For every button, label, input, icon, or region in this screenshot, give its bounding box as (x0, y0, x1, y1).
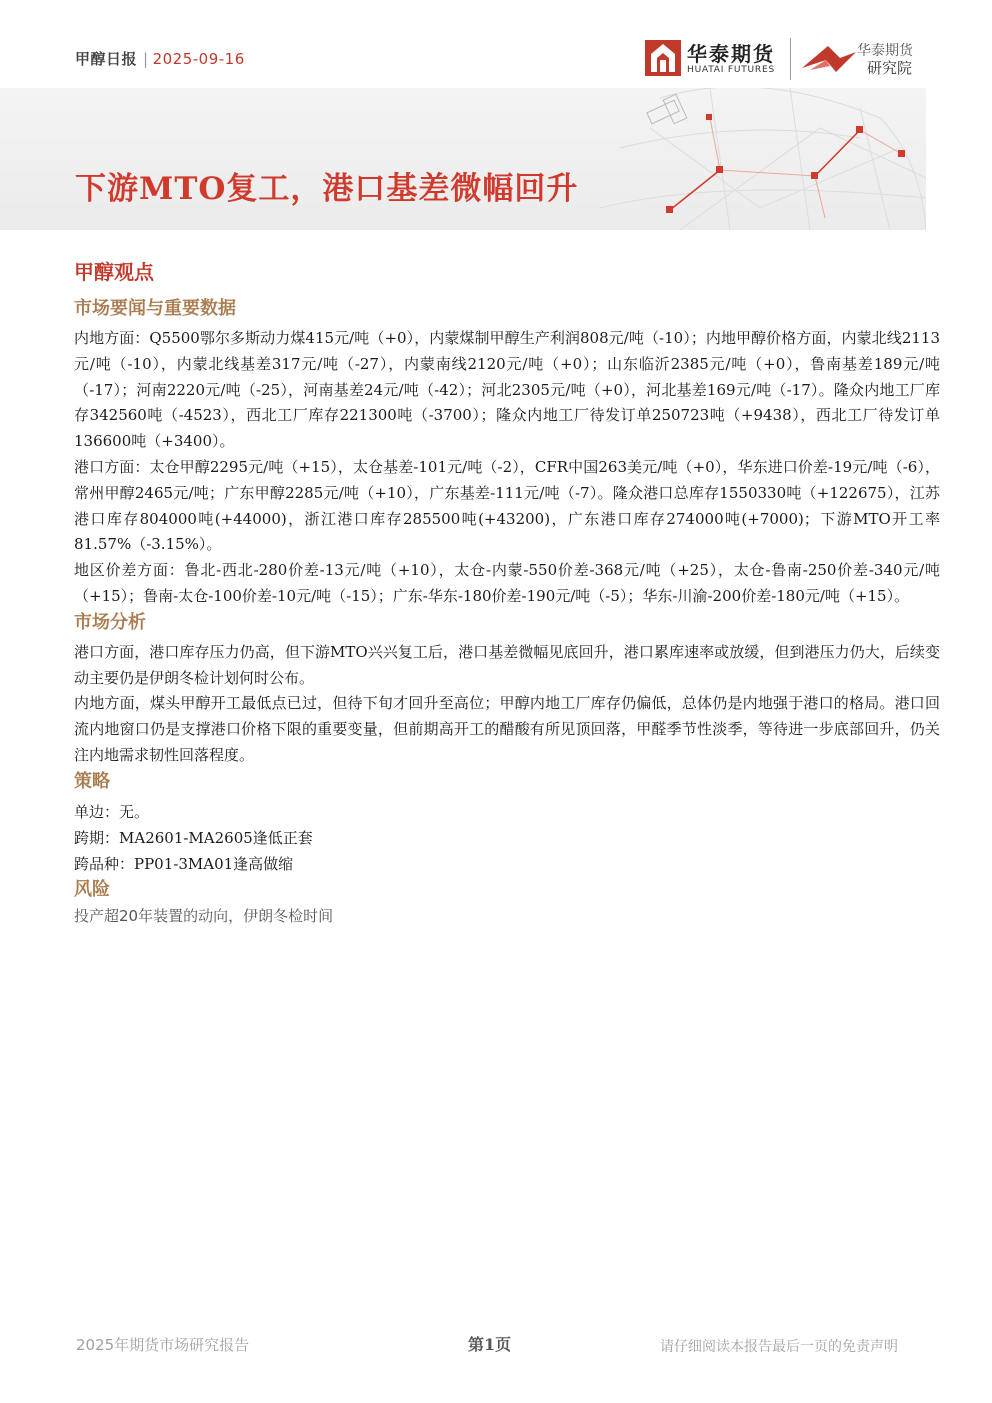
brand-name-cn: 华泰期货 (687, 42, 775, 66)
network-decoration (560, 88, 926, 230)
doc-date: 2025-09-16 (152, 50, 245, 68)
market-analysis-heading: 市场分析 (74, 611, 146, 633)
market-news-paragraph: 内地方面：Q5500鄂尔多斯动力煤415元/吨（+0），内蒙煤制甲醇生产利润808元/吨（-10）；内地甲醇价格方面，内蒙北线2113元/吨（-10），内蒙北线基差317元/吨（-27），内蒙南线2120元/吨（+0）；山东临沂2385元/吨（+0），鲁南基差189元/吨（-17）；河南2220元/吨（-25），河南基差24元/吨（-42）；河北2305元/吨（+0），河北基差169元/吨（-17）。隆众内地工厂库存342560吨（-4523），西北工厂库存221300吨（-3700）；隆众内地工厂待发订单250723吨（+9438），西北工厂待发订单136600吨（+3400）。 (74, 329, 940, 451)
page-footer (0, 1320, 992, 1380)
institute-logo-icon (800, 42, 858, 74)
huatai-logo (645, 38, 935, 82)
market-news-paragraph: 地区价差方面：鲁北-西北-280价差-13元/吨（+10），太仓-内蒙-550价差-368元/吨（+25），太仓-鲁南-250价差-340元/吨（+15）；鲁南-太仓-100价差-10元/吨（-15）；广东-华东-180价差-190元/吨（-5）；华东-川渝-200价差-180元/吨（+15）。 (74, 561, 940, 605)
page-number: 第1页 (468, 1335, 512, 1354)
strategy-item: 跨期：MA2601-MA2605逢低正套 (74, 828, 313, 847)
page-title: 下游MTO复工，港口基差微幅回升 (75, 171, 579, 207)
footer-report-name: 2025年期货市场研究报告 (76, 1336, 250, 1354)
strategy-item: 单边：无。 (74, 802, 150, 821)
brand-name-en: HUATAI FUTURES (687, 65, 775, 75)
disclaimer-notice: 请仔细阅读本报告最后一页的免责声明 (660, 1339, 898, 1355)
section-heading: 甲醇观点 (74, 260, 154, 284)
doc-type: 甲醇日报 (75, 50, 138, 68)
strategy-item: 跨品种：PP01-3MA01逢高做缩 (74, 854, 294, 873)
huatai-logo-icon (645, 40, 681, 76)
market-news-paragraph: 港口方面：太仓甲醇2295元/吨（+15），太仓基差-101元/吨（-2），CFR中国263美元/吨（+0），华东进口价差-19元/吨（-6），常州甲醇2465元/吨；广东甲醇2285元/吨（+10），广东基差-111元/吨（-7）。隆众港口总库存1550330吨（+122675），江苏港口库存804000吨(+44000)，浙江港口库存285500吨(+43200)，广东港口库存274000吨(+7000)；下游MTO开工率81.57%（-3.15%）。 (74, 457, 940, 554)
strategy-heading: 策略 (74, 770, 110, 792)
market-analysis-paragraph: 内地方面，煤头甲醇开工最低点已过，但待下旬才回升至高位；甲醇内地工厂库存仍偏低，总体仍是内地强于港口的格局。港口回流内地窗口仍是支撑港口价格下限的重要变量，但前期高开工的醋酸有所见顶回落，甲醛季节性淡季，等待进一步底部回升，仍关注内地需求韧性回落程度。 (74, 694, 940, 764)
doc-type-label (75, 48, 245, 69)
doc-separator: | (143, 50, 149, 68)
institute-line1: 华泰期货 (857, 43, 913, 59)
market-analysis-paragraph: 港口方面，港口库存压力仍高，但下游MTO兴兴复工后，港口基差微幅见底回升，港口累库速率或放缓，但到港压力仍大，后续变动主要仍是伊朗冬检计划何时公布。 (74, 642, 940, 687)
report-body (74, 258, 940, 929)
risk-text: 投产超20年装置的动向，伊朗冬检时间 (74, 906, 334, 925)
logo-divider (790, 38, 791, 80)
risk-heading: 风险 (74, 878, 110, 900)
market-news-heading: 市场要闻与重要数据 (74, 298, 236, 319)
institute-line2: 研究院 (867, 59, 913, 77)
title-banner (0, 88, 926, 230)
